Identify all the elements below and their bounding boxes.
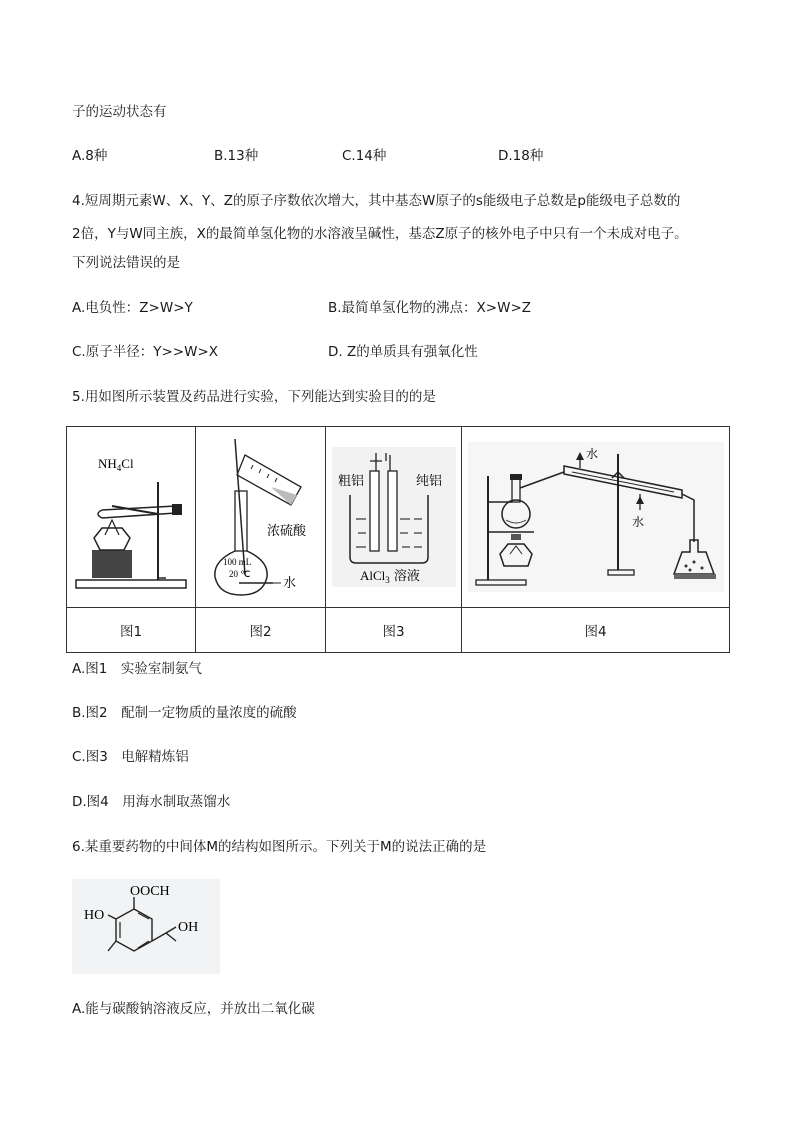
q3-option-d: D.18种 [498, 148, 544, 164]
figure4-distillation [468, 442, 724, 592]
fig3-pure-al-label: 纯铝 [415, 474, 442, 489]
fig3-crude-al-label: 粗铝 [337, 474, 364, 489]
q4-option-a: A.电负性：Z>W>Y [72, 300, 193, 316]
q5-option-c: C.图3 电解精炼铝 [72, 749, 189, 765]
q6-option-a: A.能与碳酸钠溶液反应，并放出二氧化碳 [72, 1001, 315, 1017]
q5-option-d: D.图4 用海水制取蒸馏水 [72, 794, 231, 810]
q5-option-b: B.图2 配制一定物质的量浓度的硫酸 [72, 705, 297, 721]
figure4-cell [462, 427, 730, 608]
mol-ooch-label: OOCH [130, 884, 170, 899]
figure2-caption: 图2 [196, 608, 326, 653]
q4-option-c: C.原子半径：Y>>W>X [72, 344, 218, 360]
q4-option-d: D. Z的单质具有强氧化性 [328, 344, 478, 360]
mol-oh-label: OH [178, 920, 199, 935]
fig4-water-in-label: 水 [631, 515, 644, 529]
q3-option-c: C.14种 [342, 148, 387, 164]
figure1-ammonia-apparatus [72, 442, 190, 592]
figure3-electrolysis [330, 447, 458, 587]
q3-stem-continuation: 子的运动状态有 [72, 104, 167, 120]
figure3-caption: 图3 [326, 608, 462, 653]
q5-stem: 5.用如图所示装置及药品进行实验，下列能达到实验目的的是 [72, 389, 436, 405]
fig2-temp-label: 20 ℃ [228, 568, 250, 579]
fig2-water-label: 水 [282, 575, 296, 591]
q4-option-b: B.最简单氢化物的沸点：X>W>Z [328, 300, 532, 316]
fig2-acid-label: 浓硫酸 [266, 523, 306, 539]
q3-option-b: B.13种 [214, 148, 259, 164]
q3-option-a: A.8种 [72, 148, 108, 164]
svg-text:NH4Cl [98, 456, 134, 473]
q5-option-a: A.图1 实验室制氨气 [72, 661, 202, 677]
figure4-caption: 图4 [462, 608, 730, 653]
figure3-cell [326, 427, 462, 608]
svg-text:AlCl3 溶液 [360, 568, 420, 585]
fig3-subscript: 3 [384, 575, 390, 585]
q4-stem-line1: 4.短周期元素W、X、Y、Z的原子序数依次增大，其中基态W原子的s能级电子总数是p能级电子总数的 [72, 193, 681, 209]
fig4-water-out-label: 水 [585, 447, 598, 461]
q4-stem-line2: 2倍，Y与W同主族，X的最简单氢化物的水溶液呈碱性，基态Z原子的核外电子中只有一个未成对电子。 [72, 226, 688, 242]
q6-stem: 6.某重要药物的中间体M的结构如图所示。下列关于M的说法正确的是 [72, 839, 487, 855]
figure2-volumetric-flask [201, 435, 321, 600]
fig1-cl-label: Cl [121, 456, 134, 471]
mol-ho-label: HO [84, 908, 105, 923]
apparatus-table [66, 426, 730, 653]
q4-stem-line3: 下列说法错误的是 [72, 255, 180, 271]
fig1-subscript: 4 [116, 463, 122, 473]
figure1-cell [67, 427, 196, 608]
molecule-m-structure [72, 879, 220, 974]
molecule-structure-box [72, 879, 220, 974]
fig3-solution-label: 溶液 [389, 569, 420, 584]
figure1-caption: 图1 [67, 608, 196, 653]
fig3-alcl-label: AlCl [359, 568, 385, 583]
figure2-cell [196, 427, 326, 608]
fig2-volume-label: 100 mL [222, 556, 251, 567]
fig1-nh-label: NH [98, 456, 117, 471]
